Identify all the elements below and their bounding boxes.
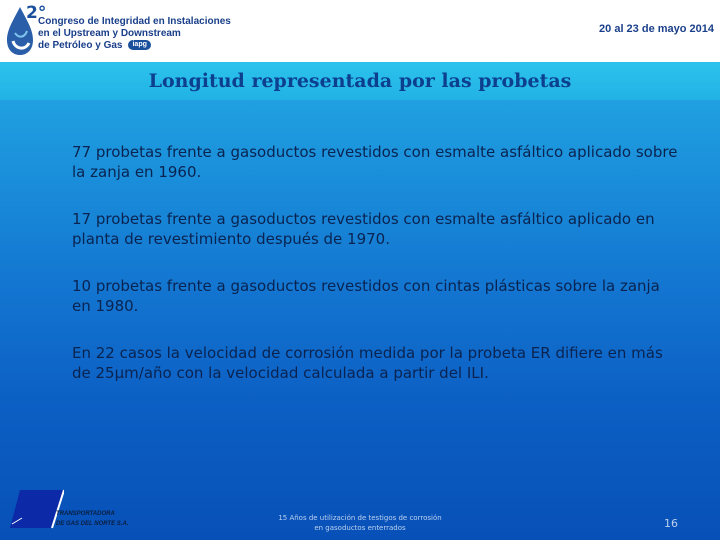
slide-body: [72, 142, 682, 410]
logo-number: 2°: [26, 3, 47, 23]
congress-name: [38, 16, 238, 52]
paragraph-4: En 22 casos la velocidad de corrosión medida por la probeta ER difiere en más de 25μm/año con la velocidad calculada a partir del ILI.: [72, 344, 663, 382]
congress-name-line-3: de Petróleo y Gas: [38, 40, 123, 51]
event-date: 20 al 23 de mayo 2014: [599, 23, 714, 35]
paragraph-3: 10 probetas frente a gasoductos revestidos con cintas plásticas sobre la zanja en 1980.: [72, 277, 660, 315]
paragraph-1: 77 probetas frente a gasoductos revestidos con esmalte asfáltico aplicado sobre la zanja en 1960.: [72, 143, 678, 181]
title-bar: [0, 62, 720, 100]
congress-name-line-3-row: [38, 40, 238, 52]
page-number: 16: [664, 517, 678, 530]
slide-title: Longitud representada por las probetas: [148, 70, 572, 92]
congress-name-line-1: Congreso de Integridad en Instalaciones: [38, 16, 231, 27]
iapg-badge: iapg: [128, 40, 150, 50]
presentation-title-footer: [240, 513, 480, 533]
company-name-line-1: TRANSPORTADORA: [56, 511, 115, 517]
header-banner: [0, 0, 720, 62]
footer-line-1: 15 Años de utilización de testigos de corrosión: [278, 514, 442, 522]
company-name: [56, 509, 186, 529]
footer-line-2: en gasoductos enterrados: [314, 524, 406, 532]
congress-name-line-2: en el Upstream y Downstream: [38, 28, 181, 39]
company-name-line-2: DE GAS DEL NORTE S.A.: [56, 521, 129, 527]
paragraph-2: 17 probetas frente a gasoductos revestidos con esmalte asfáltico aplicado en planta de revestimiento después de 1970.: [72, 210, 655, 248]
